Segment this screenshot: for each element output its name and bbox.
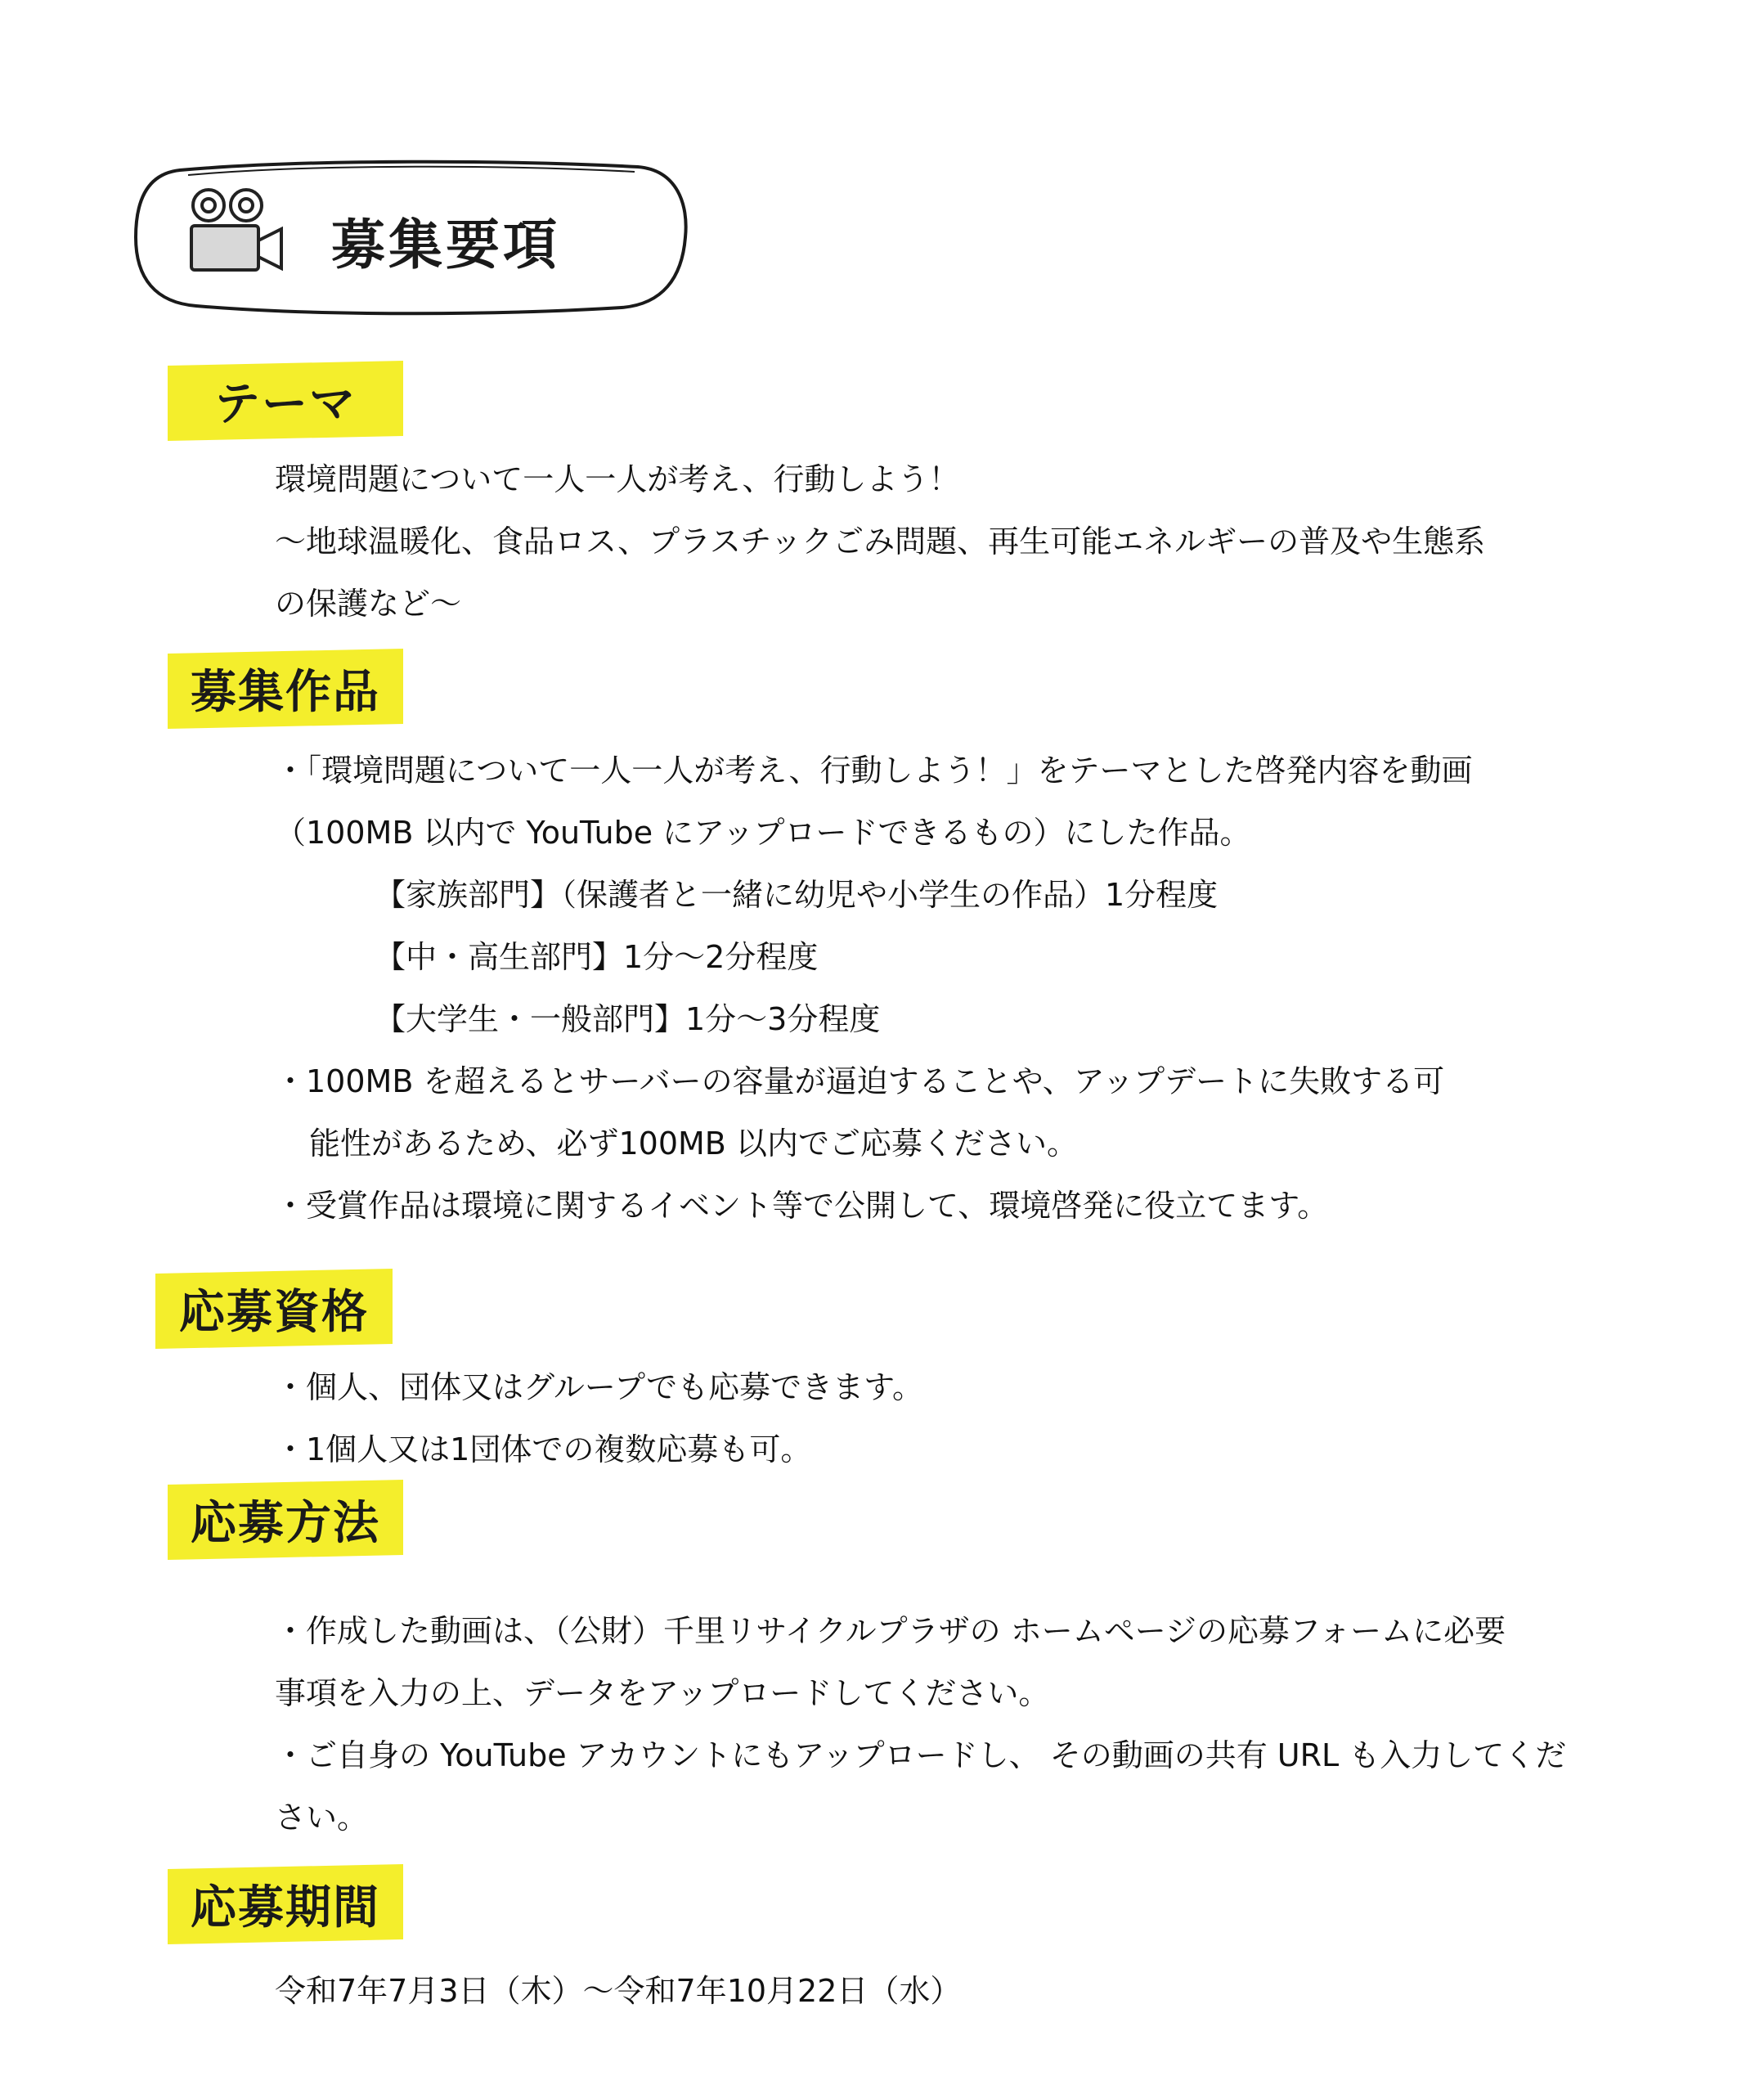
section-heading-label: 応募資格 xyxy=(179,1286,369,1339)
theme-line: の保護など～ xyxy=(275,586,462,622)
section-heading-label: 応募期間 xyxy=(191,1881,380,1934)
works-line: ・100MB を超えるとサーバーの容量が逼迫することや、アップデートに失敗する可 xyxy=(275,1063,1445,1099)
movie-camera-icon xyxy=(182,185,288,283)
title-banner xyxy=(131,155,691,319)
works-line: ・「環境問題について一人一人が考え、行動しよう！」をテーマとした啓発内容を動画 xyxy=(275,753,1473,789)
section-heading-eligibility xyxy=(155,1271,393,1346)
section-heading-label: 募集作品 xyxy=(191,666,380,719)
period-line: 令和7年7月3日（木）～令和7年10月22日（水） xyxy=(275,1973,962,2009)
works-line: 能性があるため、必ず100MB 以内でご応募ください。 xyxy=(309,1126,1078,1162)
works-category: 【家族部門】（保護者と一緒に幼児や小学生の作品）1分程度 xyxy=(375,877,1219,913)
theme-line: 環境問題について一人一人が考え、行動しよう！ xyxy=(275,461,960,497)
theme-line: ～地球温暖化、食品ロス、プラスチックごみ問題、再生可能エネルギーの普及や生態系 xyxy=(275,524,1486,559)
section-heading-label: 応募方法 xyxy=(191,1497,380,1550)
eligibility-line: ・1個人又は1団体での複数応募も可。 xyxy=(275,1431,812,1467)
method-line: ・作成した動画は、（公財）千里リサイクルプラザの ホームページの応募フォームに必要 xyxy=(275,1613,1506,1649)
section-heading-method xyxy=(168,1482,403,1557)
method-line: さい。 xyxy=(275,1800,369,1836)
page-title: 募集要項 xyxy=(331,213,560,276)
method-line: ・ご自身の YouTube アカウントにもアップロードし、 その動画の共有 URL も入力してくだ xyxy=(275,1737,1567,1773)
eligibility-line: ・個人、団体又はグループでも応募できます。 xyxy=(275,1369,924,1405)
section-heading-label: テーマ xyxy=(214,378,357,431)
works-line: ・受賞作品は環境に関するイベント等で公開して、環境啓発に役立てます。 xyxy=(275,1188,1329,1224)
section-heading-theme xyxy=(168,363,403,438)
works-category: 【大学生・一般部門】1分～3分程度 xyxy=(375,1001,881,1037)
method-line: 事項を入力の上、データをアップロードしてください。 xyxy=(275,1675,1050,1711)
section-heading-works xyxy=(168,651,403,726)
works-category: 【中・高生部門】1分～2分程度 xyxy=(375,939,819,975)
section-heading-period xyxy=(168,1867,403,1942)
works-line: （100MB 以内で YouTube にアップロードできるもの）にした作品。 xyxy=(275,815,1251,851)
